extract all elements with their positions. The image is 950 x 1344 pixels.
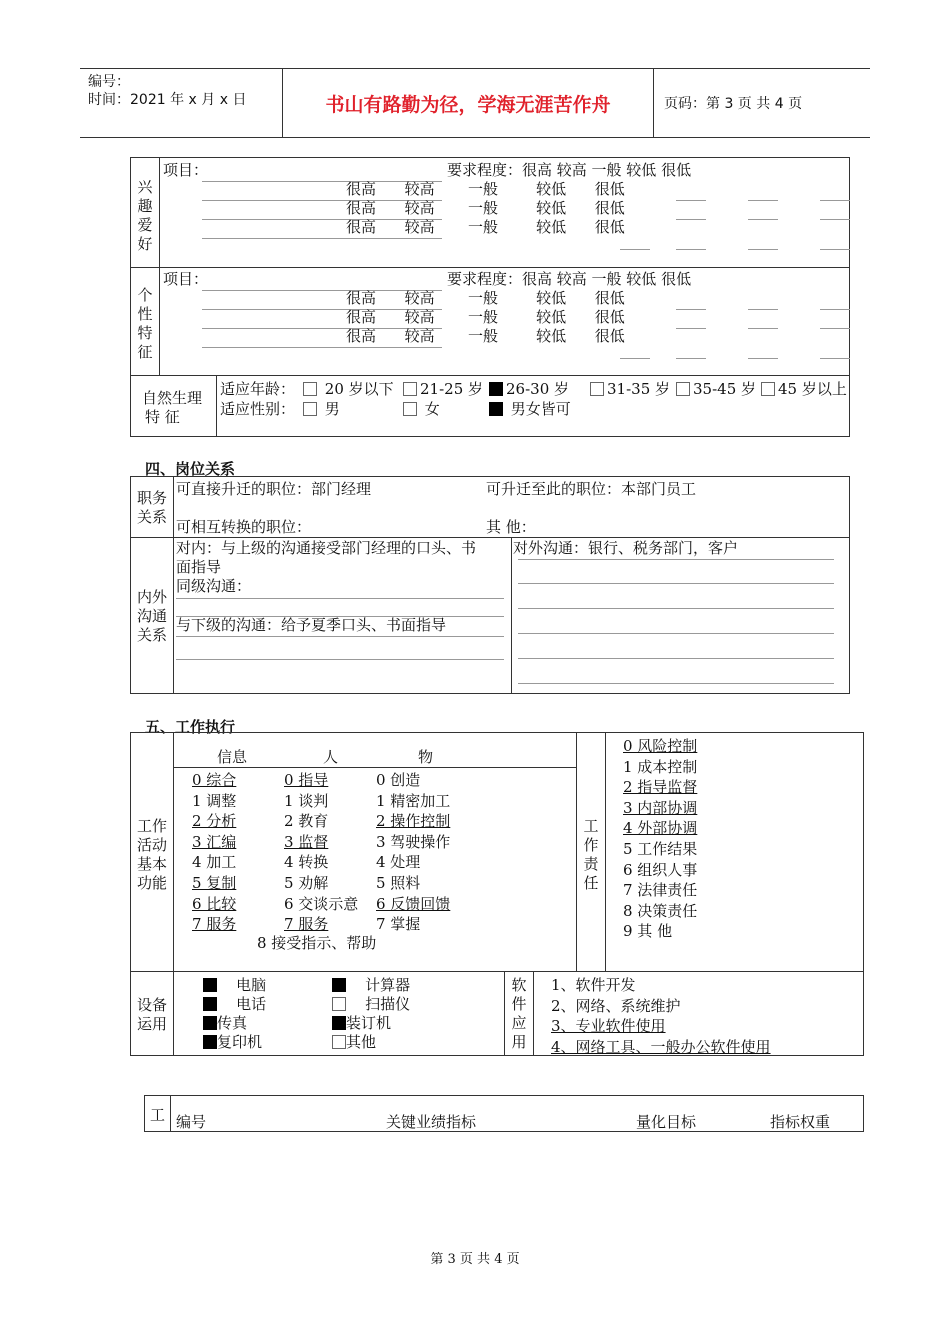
personality-side-label: 个 性 特 征 bbox=[137, 286, 153, 361]
promote-to: 可升迁至此的职位：本部门员工 bbox=[486, 480, 697, 498]
checkbox-checked-icon bbox=[332, 978, 346, 992]
checkbox-checked-icon bbox=[332, 1016, 346, 1030]
list-item: 3 驾驶操作 bbox=[376, 832, 451, 851]
promote-direct: 可直接升迁的职位：部门经理 bbox=[176, 480, 372, 498]
list-item: 5 复制 bbox=[192, 873, 237, 892]
list-item: 4、网络工具、一般办公软件使用 bbox=[551, 1037, 771, 1056]
gender-option[interactable]: 男 bbox=[303, 400, 340, 419]
age-option[interactable]: 31-35 岁 bbox=[590, 380, 670, 399]
personality-levels-row: 很高 较高 一般 较低 很低 bbox=[346, 327, 625, 345]
kpi-col-kpi: 关键业绩指标 bbox=[386, 1113, 477, 1131]
checkbox-icon bbox=[332, 1035, 346, 1049]
gender-option-selected[interactable]: 男女皆可 bbox=[489, 400, 571, 419]
age-option[interactable]: 45 岁以上 bbox=[761, 380, 847, 399]
equip-computer[interactable]: 电脑 bbox=[203, 976, 266, 995]
age-option-selected[interactable]: 26-30 岁 bbox=[489, 380, 569, 399]
equip-fax[interactable]: 传真 bbox=[203, 1014, 247, 1033]
personality-item-label: 项目： bbox=[163, 270, 209, 288]
equip-copier[interactable]: 复印机 bbox=[203, 1033, 262, 1052]
age-option[interactable]: 35-45 岁 bbox=[676, 380, 756, 399]
header-info bbox=[80, 69, 283, 137]
list-item: 6 交谈示意 bbox=[284, 894, 359, 913]
resp-side-label: 工 作 责 任 bbox=[583, 817, 599, 892]
checkbox-checked-icon bbox=[203, 978, 217, 992]
lower-comm: 与下级的沟通：给予夏季口头、书面指导 bbox=[176, 616, 447, 634]
list-item: 5 照料 bbox=[376, 873, 421, 892]
physio-side-label-2: 特 征 bbox=[145, 408, 180, 426]
other-positions: 其 他： bbox=[486, 518, 536, 536]
checkbox-icon bbox=[303, 382, 317, 396]
gender-label: 适应性别： bbox=[220, 400, 296, 418]
page-footer: 第 3 页 共 4 页 bbox=[430, 1252, 520, 1267]
list-item: 3、专业软件使用 bbox=[551, 1017, 666, 1036]
list-item: 1 成本控制 bbox=[623, 757, 698, 776]
list-item: 4 加工 bbox=[192, 853, 237, 872]
checkbox-checked-icon bbox=[203, 1035, 217, 1049]
comm-side-label: 内外 沟通 关系 bbox=[136, 588, 167, 644]
rotate-positions: 可相互转换的职位： bbox=[176, 518, 312, 536]
list-item: 2 教育 bbox=[284, 812, 329, 831]
section-5-title: 五、工作执行 bbox=[145, 718, 236, 736]
checkbox-checked-icon bbox=[489, 402, 503, 416]
checkbox-checked-icon bbox=[489, 382, 503, 396]
list-item: 7 法律责任 bbox=[623, 881, 698, 900]
interest-levels-row: 很高 较高 一般 较低 很低 bbox=[346, 218, 625, 236]
things-list bbox=[376, 770, 450, 935]
list-item: 5 工作结果 bbox=[623, 839, 698, 858]
list-item: 0 创造 bbox=[376, 771, 421, 789]
list-item: 7 服务 bbox=[284, 915, 329, 934]
equip-side-label: 设备 运用 bbox=[136, 996, 167, 1033]
equip-other[interactable]: 其他 bbox=[332, 1033, 376, 1052]
interest-side-label: 兴 趣 爱 好 bbox=[137, 178, 153, 253]
func-side-label: 工作 活动 基本 功能 bbox=[136, 817, 167, 892]
internal-comm: 对内：与上级的沟通接受部门经理的口头、书 bbox=[176, 539, 477, 557]
checkbox-icon bbox=[403, 402, 417, 416]
list-item: 1、软件开发 bbox=[551, 976, 636, 994]
list-item: 9 其 他 bbox=[623, 922, 673, 941]
list-item: 2 指导监督 bbox=[623, 778, 698, 797]
list-item: 5 劝解 bbox=[284, 873, 329, 892]
checkbox-icon bbox=[676, 382, 690, 396]
list-item: 3 汇编 bbox=[192, 832, 237, 851]
list-item: 4 处理 bbox=[376, 853, 421, 872]
info-list bbox=[192, 770, 236, 935]
col-people: 人 bbox=[323, 748, 339, 766]
list-item: 4 转换 bbox=[284, 853, 329, 872]
list-item: 6 比较 bbox=[192, 894, 237, 913]
col-info: 信息 bbox=[217, 748, 248, 766]
list-item: 2 操作控制 bbox=[376, 812, 451, 831]
kpi-side-label: 工 bbox=[150, 1106, 166, 1124]
list-item: 0 指导 bbox=[284, 771, 329, 789]
personality-levels-row: 很高 较高 一般 较低 很低 bbox=[346, 308, 625, 326]
equip-scanner[interactable]: 扫描仪 bbox=[332, 995, 410, 1014]
checkbox-icon bbox=[590, 382, 604, 396]
list-item: 1 谈判 bbox=[284, 791, 329, 810]
kpi-col-weight: 指标权重 bbox=[770, 1113, 831, 1131]
soft-side-label: 软 件 应 用 bbox=[511, 976, 527, 1051]
peer-comm: 同级沟通： bbox=[176, 577, 252, 595]
list-item: 7 掌握 bbox=[376, 915, 421, 934]
time-label: 时间：2021 年 x 月 x 日 bbox=[88, 92, 247, 108]
checkbox-icon bbox=[761, 382, 775, 396]
checkbox-checked-icon bbox=[203, 997, 217, 1011]
software-list bbox=[551, 975, 771, 1057]
checkbox-icon bbox=[303, 402, 317, 416]
col-things: 物 bbox=[418, 748, 434, 766]
motto: 书山有路勤为径，学海无涯苦作舟 bbox=[283, 69, 654, 137]
interest-requirement: 要求程度：很高 较高 一般 较低 很低 bbox=[447, 161, 692, 179]
equip-calculator[interactable]: 计算器 bbox=[332, 976, 410, 995]
list-item: 1 精密加工 bbox=[376, 791, 451, 810]
page-label: 页码：第 3 页 共 4 页 bbox=[664, 96, 803, 112]
gender-option[interactable]: 女 bbox=[403, 400, 440, 419]
kpi-table bbox=[144, 1095, 864, 1132]
code-label: 编号： bbox=[88, 74, 130, 90]
duty-side-label: 职务 关系 bbox=[136, 489, 167, 526]
page-header bbox=[80, 68, 870, 138]
checkbox-icon bbox=[403, 382, 417, 396]
age-option[interactable]: 21-25 岁 bbox=[403, 380, 483, 399]
interest-levels-row: 很高 较高 一般 较低 很低 bbox=[346, 199, 625, 217]
list-item: 0 风险控制 bbox=[623, 737, 698, 755]
list-item: 1 调整 bbox=[192, 791, 237, 810]
external-comm: 对外沟通：银行、税务部门，客户 bbox=[513, 539, 739, 557]
list-item: 4 外部协调 bbox=[623, 819, 698, 838]
people-list bbox=[284, 770, 358, 935]
equip-phone[interactable]: 电话 bbox=[203, 995, 266, 1014]
section-4-title: 四、岗位关系 bbox=[145, 460, 236, 478]
age-option[interactable]: 20 岁以下 bbox=[303, 380, 394, 399]
list-item: 3 内部协调 bbox=[623, 798, 698, 817]
list-item: 8 决策责任 bbox=[623, 901, 698, 920]
interest-levels-row: 很高 较高 一般 较低 很低 bbox=[346, 180, 625, 198]
list-item: 2 分析 bbox=[192, 812, 237, 831]
list-item: 3 监督 bbox=[284, 832, 329, 851]
internal-comm-cont: 面指导 bbox=[176, 558, 222, 576]
kpi-col-target: 量化目标 bbox=[636, 1113, 697, 1131]
kpi-col-no: 编号 bbox=[176, 1113, 207, 1131]
list-item: 7 服务 bbox=[192, 915, 237, 934]
interest-item-label: 项目： bbox=[163, 161, 209, 179]
list-item: 6 组织人事 bbox=[623, 860, 698, 879]
list-item: 2、网络、系统维护 bbox=[551, 996, 681, 1015]
receive-instruction: 8 接受指示、帮助 bbox=[257, 934, 377, 952]
checkbox-checked-icon bbox=[203, 1016, 217, 1030]
age-label: 适应年龄： bbox=[220, 380, 296, 398]
checkbox-icon bbox=[332, 997, 346, 1011]
resp-list bbox=[623, 736, 697, 942]
personality-requirement: 要求程度：很高 较高 一般 较低 很低 bbox=[447, 270, 692, 288]
physio-side-label: 自然生理 bbox=[142, 389, 203, 407]
list-item: 6 反馈回馈 bbox=[376, 894, 451, 913]
equip-binder[interactable]: 装订机 bbox=[332, 1014, 391, 1033]
personality-levels-row: 很高 较高 一般 较低 很低 bbox=[346, 289, 625, 307]
list-item: 0 综合 bbox=[192, 771, 237, 789]
